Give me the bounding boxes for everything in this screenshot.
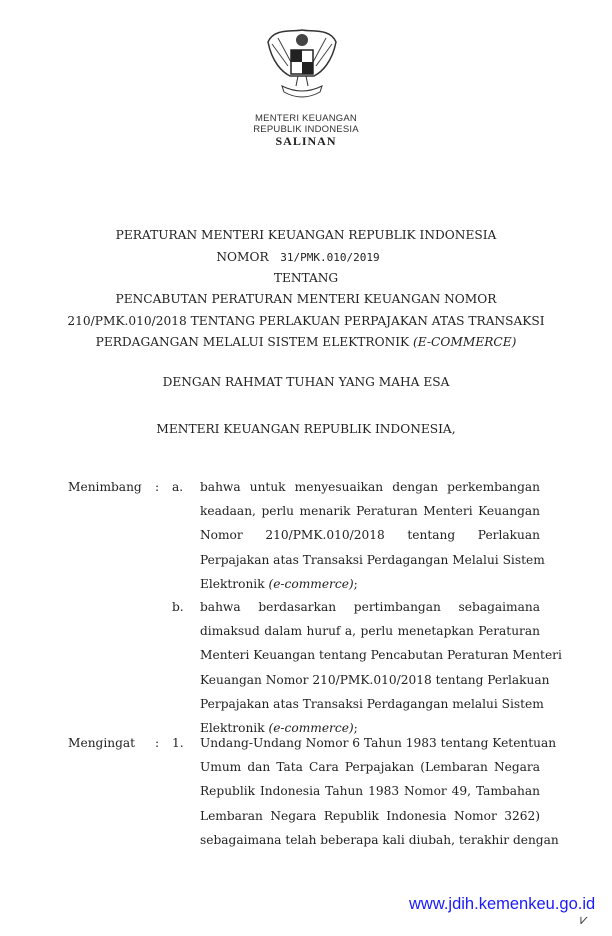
jdih-link[interactable]: www.jdih.kemenkeu.go.id: [409, 895, 596, 913]
header-line-1: MENTERI KEUANGAN: [255, 113, 357, 124]
item-marker-a: a.: [172, 480, 184, 494]
text-line: Perpajakan atas Transaksi Perdagangan Melalui Sistem: [200, 552, 545, 567]
subject-text: PERDAGANGAN MELALUI SISTEM ELEKTRONIK: [95, 335, 414, 349]
text-line: Republik Indonesia Tahun 1983 Nomor 49, Tambahan: [200, 784, 540, 799]
text-line: sebagaimana telah beberapa kali diubah, terakhir dengan: [200, 832, 559, 847]
item-marker-b: b.: [172, 600, 184, 614]
text-line: Nomor 210/PMK.010/2018 tentang Perlakuan: [200, 528, 540, 543]
text-line: Keuangan Nomor 210/PMK.010/2018 tentang Perlakuan: [200, 672, 550, 687]
nomor-label: NOMOR: [216, 250, 269, 264]
text-line: Umum dan Tata Cara Perpajakan (Lembaran Negara: [200, 760, 540, 775]
italic-term: (e-commerce): [268, 721, 354, 735]
item-marker-1: 1.: [172, 736, 184, 750]
mengingat-colon: :: [155, 736, 160, 750]
mengingat-label: Mengingat: [68, 736, 136, 750]
text-line: Undang-Undang Nomor 6 Tahun 1983 tentang Ketentuan: [200, 736, 557, 750]
menimbang-colon: :: [155, 480, 160, 494]
paraf-mark-icon: ⩗: [580, 912, 588, 928]
menimbang-label: Menimbang: [68, 480, 142, 494]
text-line: bahwa berdasarkan pertimbangan sebagaimana: [200, 600, 540, 614]
menteri-line: MENTERI KEUANGAN REPUBLIK INDONESIA,: [156, 422, 456, 436]
regulation-title: PERATURAN MENTERI KEUANGAN REPUBLIK INDONESIA: [115, 228, 497, 242]
subject-line-3: [0, 335, 612, 349]
text-line: dimaksud dalam huruf a, perlu menetapkan Peraturan: [200, 624, 540, 639]
text-line: Perpajakan atas Transaksi Perdagangan melalui Sistem: [200, 696, 544, 711]
italic-term: (e-commerce): [268, 576, 354, 591]
text-line: keadaan, perlu menarik Peraturan Menteri Keuangan: [200, 504, 540, 519]
garuda-emblem-icon: [262, 22, 342, 110]
nomor-value: 31/PMK.010/2019: [280, 251, 380, 264]
text-line: bahwa untuk menyesuaikan dengan perkembangan: [200, 480, 540, 494]
tentang-label: TENTANG: [273, 271, 339, 285]
text-line: Menteri Keuangan tentang Pencabutan Peraturan Menteri: [200, 648, 562, 663]
subject-line-2: 210/PMK.010/2018 TENTANG PERLAKUAN PERPAJAKAN ATAS TRANSAKSI: [67, 314, 545, 328]
text-line: Elektronik (e-commerce);: [200, 721, 358, 735]
text-line: Lembaran Negara Republik Indonesia Nomor 3262): [200, 808, 540, 823]
subject-line-1: PENCABUTAN PERATURAN MENTERI KEUANGAN NOMOR: [115, 292, 497, 306]
rahmat-line: DENGAN RAHMAT TUHAN YANG MAHA ESA: [162, 375, 450, 389]
salinan-stamp: SALINAN: [275, 134, 337, 148]
subject-italic: (E-COMMERCE): [413, 335, 517, 349]
regulation-number: [0, 250, 604, 264]
header-line-2: REPUBLIK INDONESIA: [253, 124, 359, 135]
text-line: Elektronik (e-commerce);: [200, 576, 358, 591]
